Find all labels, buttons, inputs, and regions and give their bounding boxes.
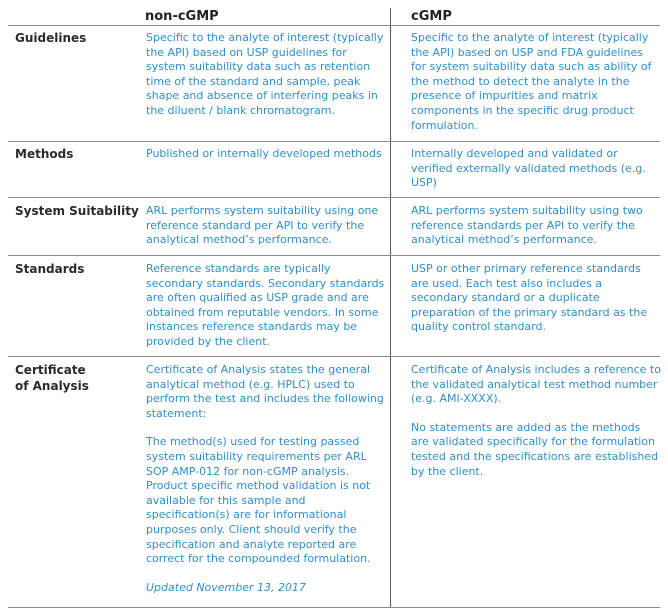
certificate-cgmp-text-2: No statements are added as the methods are validated specifically for the formulation tested and the specifications are established by the client. xyxy=(411,420,659,478)
system-suitability-cgmp xyxy=(411,204,661,248)
row-rule-4 xyxy=(8,356,660,357)
row-label-certificate-line1: Certificate xyxy=(15,363,86,377)
standards-non-cgmp xyxy=(146,262,386,350)
certificate-non-cgmp xyxy=(146,363,386,595)
header-rule xyxy=(8,25,660,26)
updated-date-note: Updated November 13, 2017 xyxy=(146,580,307,594)
guidelines-cgmp xyxy=(411,31,661,133)
methods-cgmp xyxy=(411,147,661,191)
standards-cgmp xyxy=(411,262,661,335)
row-label-standards: Standards xyxy=(15,262,85,276)
table-bottom-rule xyxy=(8,607,660,608)
guidelines-cgmp-text: Specific to the analyte of interest (typically the API) based on USP and FDA guidelines for system suitability data such as ability of the method to detect the analyte in the presence of impurities and matrix components in the specific drug product formulation. xyxy=(411,31,652,132)
row-label-certificate-of-analysis xyxy=(15,362,89,394)
methods-non-cgmp-text: Published or internally developed methods xyxy=(146,147,382,160)
methods-non-cgmp xyxy=(146,147,386,162)
column-divider xyxy=(390,8,391,608)
row-rule-3 xyxy=(8,255,660,256)
methods-cgmp-text: Internally developed and validated or verified externally validated methods (e.g. USP) xyxy=(411,147,646,190)
row-label-methods: Methods xyxy=(15,147,74,161)
certificate-cgmp xyxy=(411,363,661,479)
row-label-guidelines: Guidelines xyxy=(15,31,87,45)
guidelines-non-cgmp-text: Specific to the analyte of interest (typically the API) based on USP guidelines for system suitability data such as retention time of the standard and sample, peak shape and absence of interfering peaks in the diluent / blank chromatogram. xyxy=(146,31,384,117)
system-suitability-cgmp-text: ARL performs system suitability using two reference standards per API to verify the analytical method’s performance. xyxy=(411,204,643,247)
standards-non-cgmp-text: Reference standards are typically secondary standards. Secondary standards are often qualified as USP grade and are obtained from reputable vendors. In some instances reference standards may be provided by the client. xyxy=(146,262,385,348)
system-suitability-non-cgmp xyxy=(146,204,386,248)
certificate-cgmp-text-1: Certificate of Analysis includes a reference to the validated analytical test method number (e.g. AMI-XXXX). xyxy=(411,363,661,406)
certificate-non-cgmp-text-2: The method(s) used for testing passed system suitability requirements per ARL SOP AMP-012 for non-cGMP analysis. Product specific method validation is not available for this sample and specification(s) are for informational purposes only. Client should verify the specification and analyte reported are correct for the compounded formulation. xyxy=(146,435,371,566)
row-rule-1 xyxy=(8,141,660,142)
row-rule-2 xyxy=(8,197,660,198)
guidelines-non-cgmp xyxy=(146,31,386,119)
row-label-system-suitability: System Suitability xyxy=(15,204,139,218)
standards-cgmp-text: USP or other primary reference standards are used. Each test also includes a secondary standard or a duplicate preparation of the primary standard as the quality control standard. xyxy=(411,262,648,334)
header-cgmp: cGMP xyxy=(411,9,452,24)
row-label-certificate-line2: of Analysis xyxy=(15,379,89,393)
system-suitability-non-cgmp-text: ARL performs system suitability using one reference standard per API to verify the analytical method’s performance. xyxy=(146,204,379,247)
certificate-non-cgmp-text-1: Certificate of Analysis states the general analytical method (e.g. HPLC) used to perform the test and includes the following statement: xyxy=(146,363,384,420)
header-non-cgmp: non-cGMP xyxy=(145,9,219,24)
